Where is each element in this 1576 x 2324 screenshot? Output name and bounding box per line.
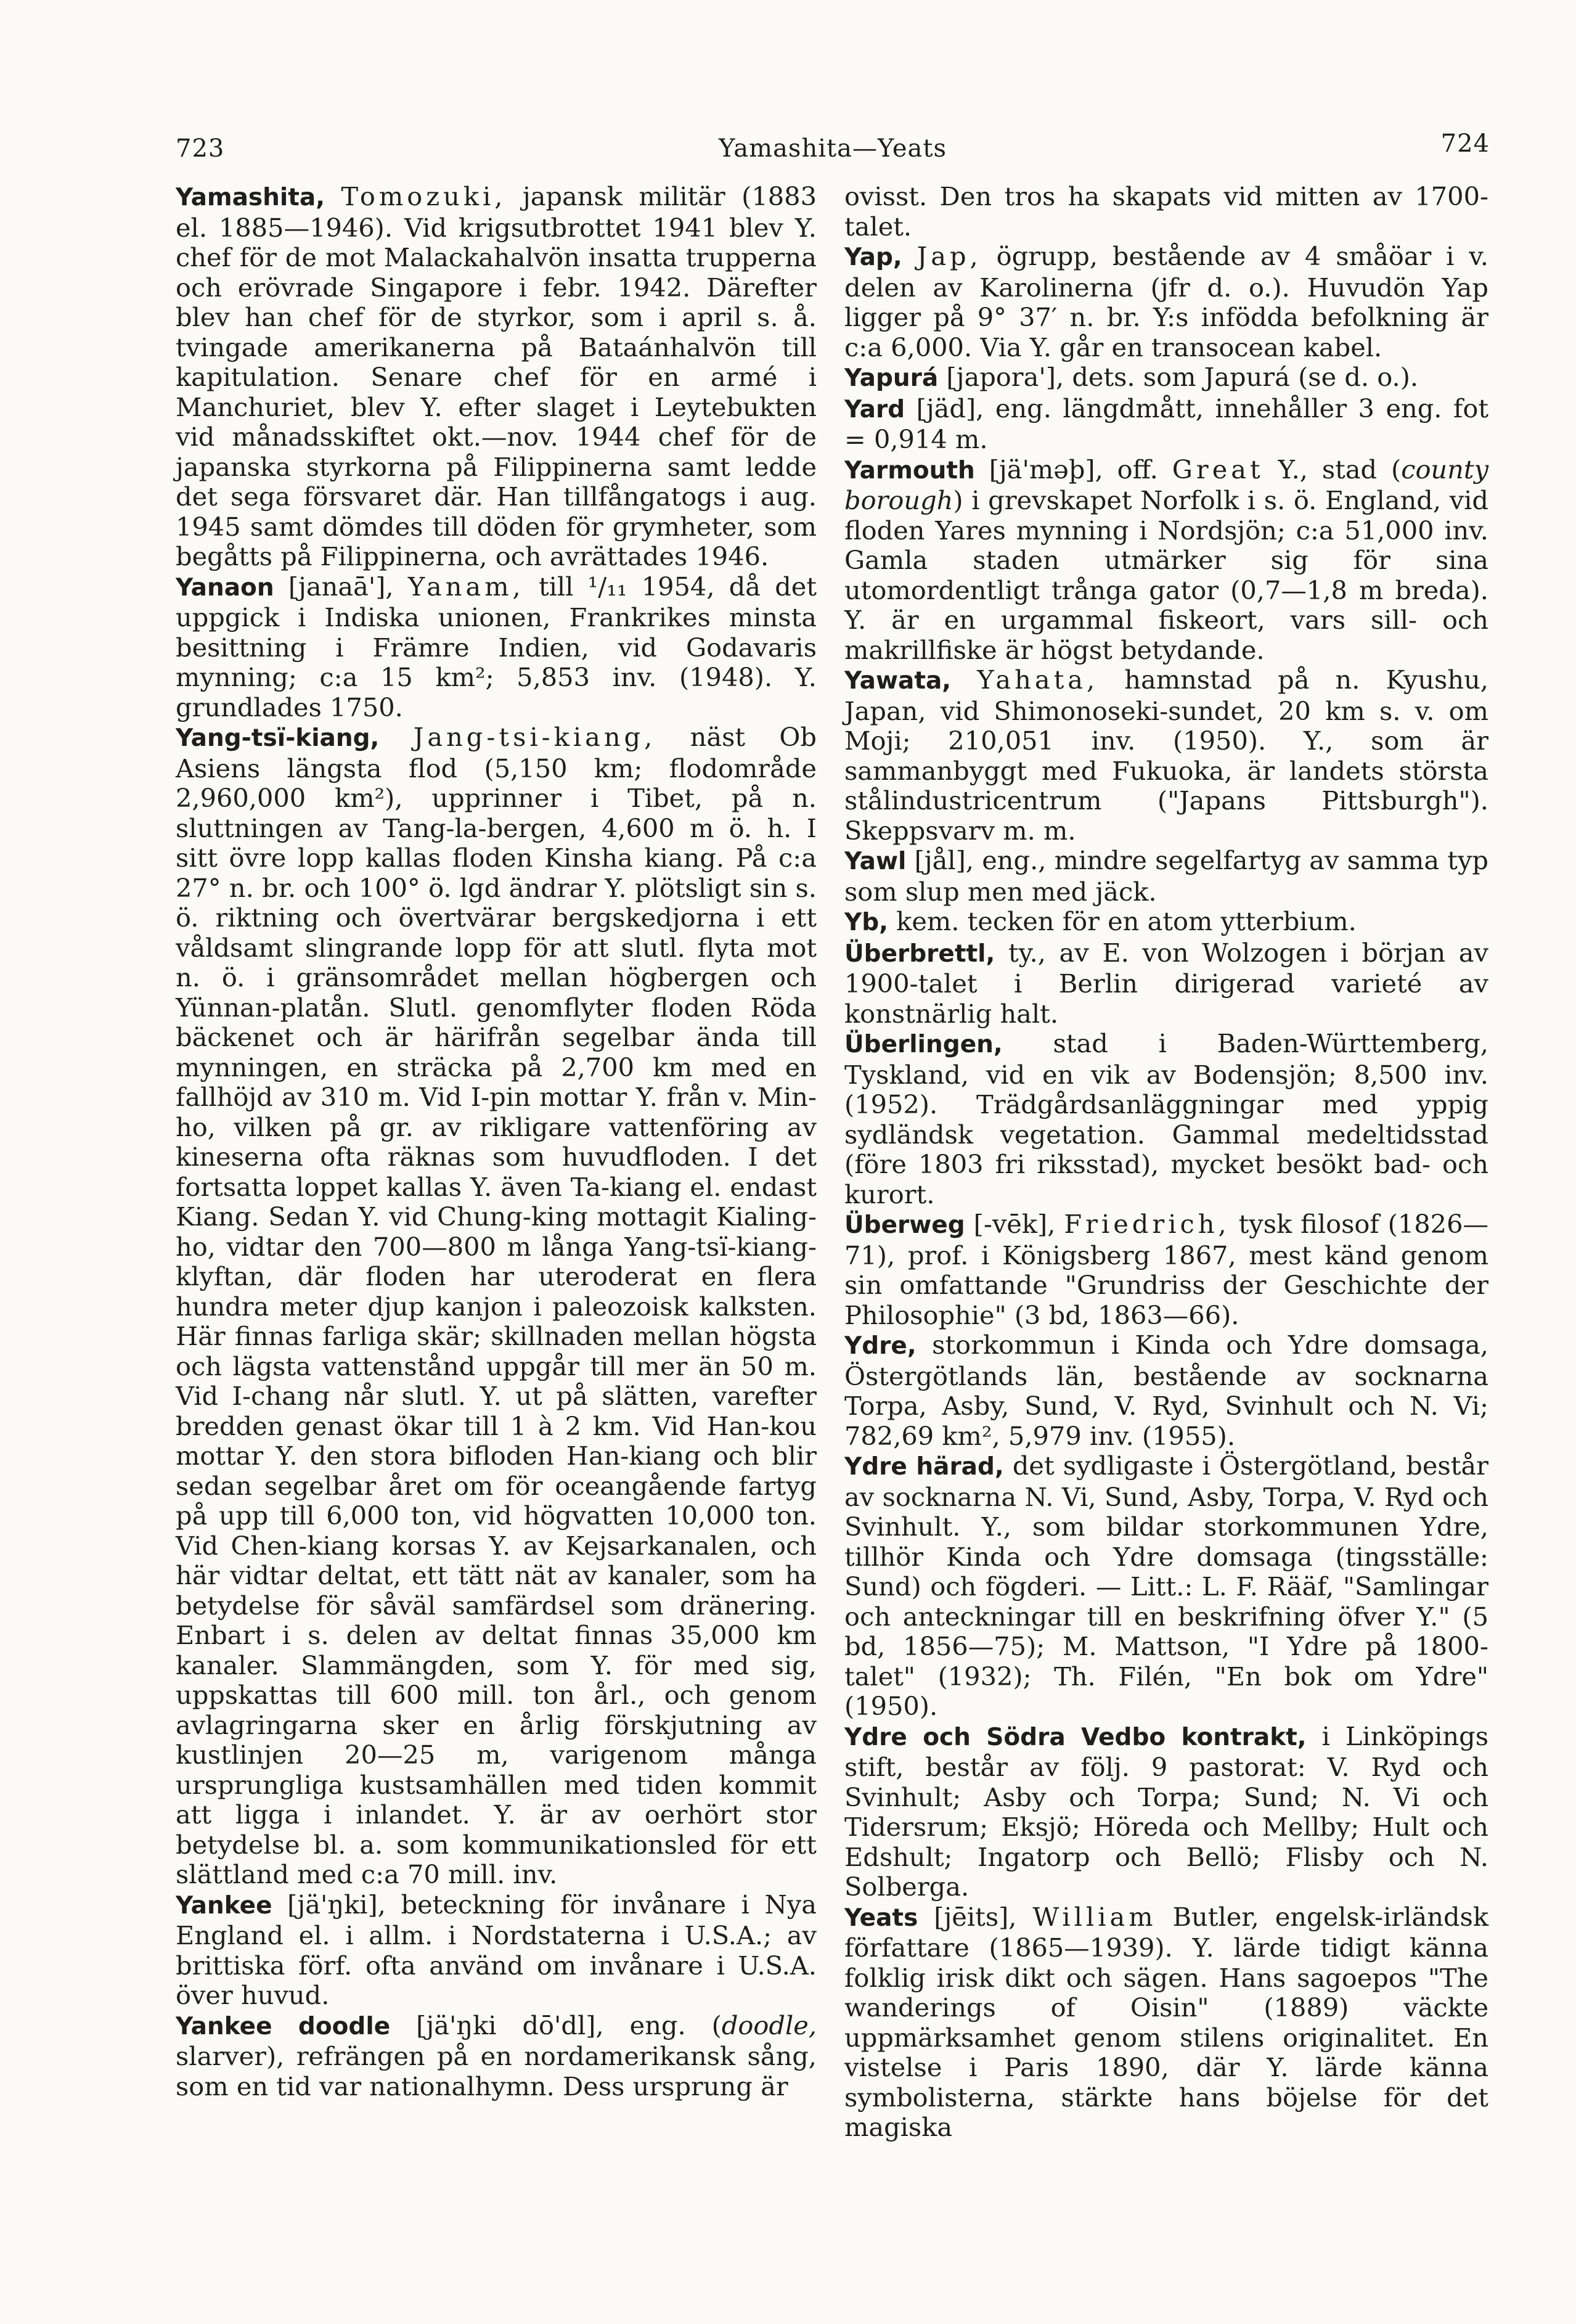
entry-pronunciation: [jä'məþ], off. [974,454,1172,485]
entry-body: ögrupp, bestående av 4 småöar i v. delen av Karolinerna (jfr d. o.). Huvudön Yap ligger på 9° 37′ n. br. Y:s infödda befolkning är c:a 6,000. Via Y. går en transocean kabel. [844,241,1488,362]
entry-body: i Linköpings stift, består av följ. 9 pastorat: V. Ryd och Svinhult; Asby och Torpa; Sund; N. Vi och Tidersrum; Eksjö; Höreda och Mellby; Hult och Edshult; Ingatorp och Bellö; Flisby och N. Solberga. [844,1720,1488,1902]
entry-headword: Yang-tsï-kiang, [176,724,380,752]
dictionary-entry [844,394,1488,455]
left-column [176,182,817,2101]
entry-body: ty., av E. von Wolzogen i början av 1900-talet i Berlin dirigerad varieté av konstnärlig halt. [844,937,1488,1029]
dictionary-entry [844,1451,1488,1722]
entry-text: Y., stad ( [1264,454,1402,485]
entry-headword: Yamashita, [176,184,325,211]
dictionary-entry [844,242,1488,362]
dictionary-entry [844,1722,1488,1902]
entry-pronunciation: [jä'ŋki dō'dl], eng. ( [390,2010,722,2040]
entry-headword: Ydre och Södra Vedbo kontrakt, [844,1723,1307,1751]
entry-body: slarver), refrängen på en nordamerikansk sång, som en tid var nationalhymn. Dess ursprung är [176,2041,817,2101]
entry-pronunciation: [janaā'], [274,571,408,602]
entry-pronunciation: [-vēk], [965,1209,1064,1239]
entry-body: Butler, engelsk-irländsk författare (1865—1939). Y. lärde tidigt känna folklig irisk dikt och sägen. Hans sagoepos "The wanderings of Oisin" (1889) väckte uppmärksamhet genom stilens originalitet. En vistelse i Paris 1890, där Y. lärde känna symbolisterna, stärkte hans böjelse för det magiska [844,1901,1488,2142]
entry-headword: Yeats [844,1904,918,1932]
entry-spaced-name: William [1032,1901,1157,1932]
dictionary-entry [844,665,1488,846]
entry-body: [jål], eng., mindre segelfartyg av samma typ som slup men med jäck. [844,845,1488,907]
entry-headword: Yard [844,395,905,423]
entry-body: ) i grevskapet Norfolk i s. ö. England, vid floden Yares mynning i Nordsjön; c:a 51,000 inv. Gamla staden utmärker sig för sina utomordentligt trånga gator (0,7—1,8 m breda). Y. är en urgammal fiskeort, vars sill- och makrillfiske är högst betydande. [844,485,1488,665]
entry-italic: doodle, [721,2010,817,2040]
entry-headword: Yankee [176,1891,272,1920]
dictionary-entry [176,2011,817,2102]
right-column [844,182,1488,2143]
entry-headword: Überbrettl, [844,939,995,968]
entry-body: till ¹/₁₁ 1954, då det uppgick i Indiska unionen, Frankrikes minsta besittning i Främre Indien, vid Godavaris mynning; c:a 15 km²; 5,853 inv. (1948). Y. grundlades 1750. [176,571,817,722]
entry-body: stad i Baden-Württemberg, Tyskland, vid en vik av Bodensjön; 8,500 inv. (1952). Trädgårdsanläggningar med yppig sydländsk vegetation. Gammal medeltidsstad (före 1803 fri riksstad), mycket besökt bad- och kurort. [844,1028,1488,1209]
entry-body: [japora'], dets. som Japurá (se d. o.). [938,362,1419,392]
entry-body: kem. tecken för en atom ytterbium. [888,906,1357,936]
entry-spaced-name: Jang-tsi-kiang, [413,722,656,752]
entry-headword: Yankee doodle [176,2012,391,2040]
entry-body: [jä'ŋki], beteckning för invånare i Nya England el. i allm. i Nordstaterna i U.S.A.; av brittiska förf. ofta använd om invånare i U.S.A. över huvud. [176,1889,817,2010]
dictionary-entry [844,455,1488,666]
entry-headword: Yawata, [844,667,952,695]
page-number-left: 723 [176,134,225,163]
entry-spaced-name: Jap, [917,241,982,271]
entry-spaced-name: Yahata, [977,665,1099,695]
entry-headword: Yanaon [176,573,274,602]
dictionary-entry [844,1029,1488,1209]
entry-body: näst Ob Asiens längsta flod (5,150 km; flodområde 2,960,000 km²), upprinner i Tibet, på n. sluttningen av Tang-la-bergen, 4,600 m ö. h. I sitt övre lopp kallas floden Kinsha kiang. På c:a 27° n. br. och 100° ö. lgd ändrar Y. plötsligt sin s. ö. riktning och övertvärar bergskedjorna i ett våldsamt slingrande lopp för att slutl. flyta mot n. ö. i gränsområdet mellan högbergen och Yünnan-platån. Slutl. genomflyter floden Röda bäckenet och är härifrån segelbar ända till mynningen, en sträcka på 2,700 km med en fallhöjd av 310 m. Vid I-pin mottar Y. från v. Min-ho, vilken på gr. av rikligare vattenföring av kineserna ofta räknas som huvudfloden. I det fortsatta loppet kallas Y. även Ta-kiang el. endast Kiang. Sedan Y. vid Chung-king mottagit Kialing-ho, vidtar den 700—800 m långa Yang-tsï-kiang-klyftan, där floden har uteroderat en flera hundra meter djup kanjon i paleozoisk kalksten. Här finnas farliga skär; skillnaden mellan högsta och lägsta vattenstånd uppgår till mer än 50 m. Vid I-chang når slutl. Y. ut på slätten, varefter bredden genast ökar till 1 à 2 km. Vid Han-kou mottar Y. den stora bifloden Han-kiang och blir sedan segelbar året om för oceangående fartyg på upp till 6,000 ton, vid högvatten 10,000 ton. Vid Chen-kiang korsas Y. av Kejsarkanalen, och här vidtar deltat, ett tätt nät av kanaler, som ha betydelse för såväl samfärdsel som dränering. Enbart i s. delen av deltat finnas 35,000 km kanaler. Slammängden, som Y. för med sig, uppskattas till 600 mill. ton årl., och genom avlagringarna sker en årlig förskjutning av kustlinjen 20—25 m, varigenom många ursprungliga kustsamhällen med tiden kommit att ligga i inlandet. Y. är av oerhört stor betydelse bl. a. som kommunikationsled för ett slättland med c:a 70 mill. inv. [176,722,817,1889]
entry-headword: Yapurá [844,364,939,392]
entry-headword: Yb, [844,909,888,936]
entry-body: tysk filosof (1826—71), prof. i Königsberg 1867, mest känd genom sin omfattande "Grundriss der Geschichte der Philosophie" (3 bd, 1863—66). [844,1209,1488,1330]
dictionary-entry [844,846,1488,907]
entry-headword: Ydre, [844,1332,917,1360]
running-title: Yamashita—Yeats [719,134,947,163]
dictionary-entry [176,722,817,1890]
entry-headword: Überweg [844,1211,965,1239]
entry-spaced-name: Tomozuki, [341,181,507,211]
dictionary-entry [844,907,1488,938]
entry-headword: Yap, [844,243,902,271]
entry-headword: Ydre härad, [844,1453,1004,1481]
page-header [176,129,1490,166]
dictionary-entry [844,938,1488,1029]
entry-headword: Yawl [844,848,907,875]
dictionary-entry [176,572,817,723]
dictionary-entry [176,1890,817,2011]
entry-body: hamnstad på n. Kyushu, Japan, vid Shimonoseki-sundet, 20 km s. v. om Moji; 210,051 inv. (1950). Y., som är sammanbyggt med Fukuoka, är landets största stålindustricentrum ("Japans Pittsburgh"). Skeppsvarv m. m. [844,665,1488,846]
dictionary-entry [844,1209,1488,1330]
entry-body: japansk militär (1883 el. 1885—1946). Vid krigsutbrottet 1941 blev Y. chef för de mot Malackahalvön insatta trupperna och erövrade Singapore i febr. 1942. Därefter blev han chef för de styrkor, som i april s. å. tvingade amerikanerna på Bataánhalvön till kapitulation. Senare chef för en armé i Manchuriet, blev Y. efter slaget i Leytebukten vid månadsskiftet okt.—nov. 1944 chef för de japanska styrkorna på Filippinerna samt ledde det sega försvaret där. Han tillfångatogs i aug. 1945 samt dömdes till döden för grymheter, som begåtts på Filippinerna, och avrättades 1946. [176,181,817,571]
dictionary-entry [176,182,817,572]
page-number-right: 724 [1440,129,1490,158]
dictionary-entry [844,362,1488,394]
dictionary-entry [844,1902,1488,2143]
dictionary-entry [844,1330,1488,1451]
entry-headword: Yarmouth [844,456,975,485]
entry-spaced-name: Yanam, [407,571,525,602]
entry-body: storkommun i Kinda och Ydre domsaga, Östergötlands län, bestående av socknarna Torpa, Asby, Sund, V. Ryd, Svinhult och N. Vi; 782,69 km², 5,979 inv. (1955). [844,1330,1488,1451]
entry-body: det sydligaste i Östergötland, består av socknarna N. Vi, Sund, Asby, Torpa, V. Ryd och Svinhult. Y., som bildar storkommunen Ydre, tillhör Kinda och Ydre domsaga (tingsställe: Sund) och fögderi. — Litt.: L. F. Rääf, "Samlingar och anteckningar till en beskrifning öfver Y." (5 bd, 1856—75); M. Mattson, "I Ydre på 1800-talet" (1932); Th. Filén, "En bok om Ydre" (1950). [844,1450,1488,1721]
dictionary-entry [844,182,1488,242]
entry-spaced-name: Great [1172,454,1264,485]
entry-headword: Überlingen, [844,1031,1003,1058]
entry-body: [jäd], eng. längdmått, innehåller 3 eng. fot = 0,914 m. [844,393,1488,454]
entry-italic: county borough [844,454,1489,515]
entry-spaced-name: Friedrich, [1064,1209,1230,1239]
entry-continuation: ovisst. Den tros ha skapats vid mitten av 1700-talet. [844,181,1488,242]
entry-pronunciation: [jēits], [918,1901,1033,1932]
